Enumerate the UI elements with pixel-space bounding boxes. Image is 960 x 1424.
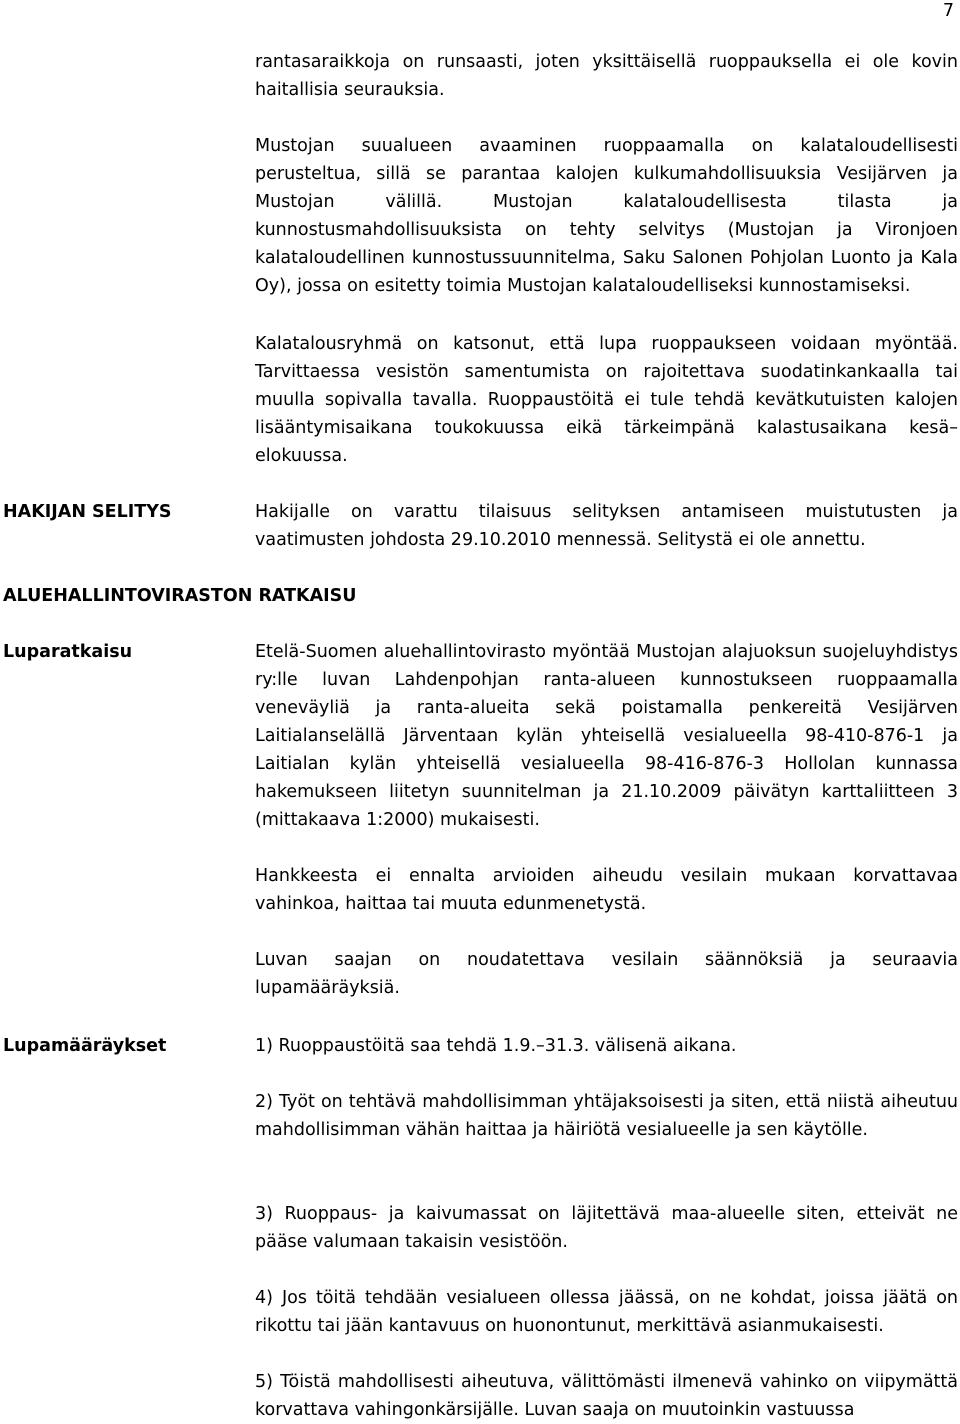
permit-condition-5: 5) Töistä mahdollisesti aiheutuva, välittömästi ilmenevä vahinko on viipymättä korvattava vahingonkärsijälle. Luvan saaja on muutoinkin vastuussa (255, 1372, 958, 1420)
label-luparatkaisu: Luparatkaisu (3, 642, 133, 662)
permit-condition-2: 2) Työt on tehtävä mahdollisimman yhtäjaksoisesti ja siten, että niistä aiheutuu mahdollisimman vähän haittaa ja häiriötä vesialueelle ja sen käytölle. (255, 1092, 958, 1140)
permit-condition-1: 1) Ruoppaustöitä saa tehdä 1.9.–31.3. välisenä aikana. (255, 1036, 737, 1056)
permit-condition-3: 3) Ruoppaus- ja kaivumassat on läjitettävä maa-alueelle siten, etteivät ne pääse valumaan takaisin vesistöön. (255, 1204, 958, 1252)
paragraph-no-damage: Hankkeesta ei ennalta arvioiden aiheudu vesilain mukaan korvattavaa vahinkoa, haittaa tai muuta edunmenetystä. (255, 866, 958, 914)
permit-condition-4: 4) Jos töitä tehdään vesialueen ollessa jäässä, on ne kohdat, joissa jäätä on rikottu tai jään kantavuus on huonontunut, merkittävä asianmukaisesti. (255, 1288, 958, 1336)
paragraph-conditions-intro: Luvan saajan on noudatettava vesilain säännöksiä ja seuraavia lupamääräyksiä. (255, 950, 958, 998)
paragraph-hakijan-selitys: Hakijalle on varattu tilaisuus selityksen antamiseen muistutusten ja vaatimusten johdosta 29.10.2010 mennessä. Selitystä ei ole annettu. (255, 502, 958, 550)
page-number: 7 (942, 1, 954, 21)
paragraph-intro: rantasaraikkoja on runsaasti, joten yksittäisellä ruoppauksella ei ole kovin haitallisia seurauksia. (255, 52, 958, 100)
heading-aluehallintoviraston-ratkaisu: ALUEHALLINTOVIRASTON RATKAISU (3, 586, 357, 606)
paragraph-kalatalousryhma: Kalatalousryhmä on katsonut, että lupa ruoppaukseen voidaan myöntää. Tarvittaessa vesistön samentumista on rajoitettava suodatinkankaalla tai muulla sopivalla tavalla. Ruoppaustöitä ei tule tehdä kevätkutuisten kalojen lisääntymisaikana toukokuussa eikä tärkeimpänä kalastusaikana kesä–elokuussa. (255, 334, 958, 466)
paragraph-luparatkaisu-decision: Etelä-Suomen aluehallintovirasto myöntää Mustojan alajuoksun suojeluyhdistys ry:lle luvan Lahdenpohjan ranta-alueen kunnostukseen ruoppaamalla veneväyliä ja ranta-alueita sekä poistamalla penkereitä Vesijärven Laitialanselällä Järventaan kylän yhteisellä vesialueella 98-410-876-1 ja Laitialan kylän yhteisellä vesialueella 98-416-876-3 Hollolan kunnassa hakemukseen liitetyn suunnitelman ja 21.10.2009 päivätyn karttaliitteen 3 (mittakaava 1:2000) mukaisesti. (255, 642, 958, 830)
paragraph-mustoja-dredging: Mustojan suualueen avaaminen ruoppaamalla on kalataloudellisesti perusteltua, sillä se parantaa kalojen kulkumahdollisuuksia Vesijärven ja Mustojan välillä. Mustojan kalataloudellisesta tilasta ja kunnostusmahdollisuuksista on tehty selvitys (Mustojan ja Vironjoen kalataloudellinen kunnostussuunnitelma, Saku Salonen Pohjolan Luonto ja Kala Oy), jossa on esitetty toimia Mustojan kalataloudelliseksi kunnostamiseksi. (255, 136, 958, 296)
label-hakijan-selitys: HAKIJAN SELITYS (3, 502, 172, 522)
label-lupamaaraykset: Lupamääräykset (3, 1036, 167, 1056)
